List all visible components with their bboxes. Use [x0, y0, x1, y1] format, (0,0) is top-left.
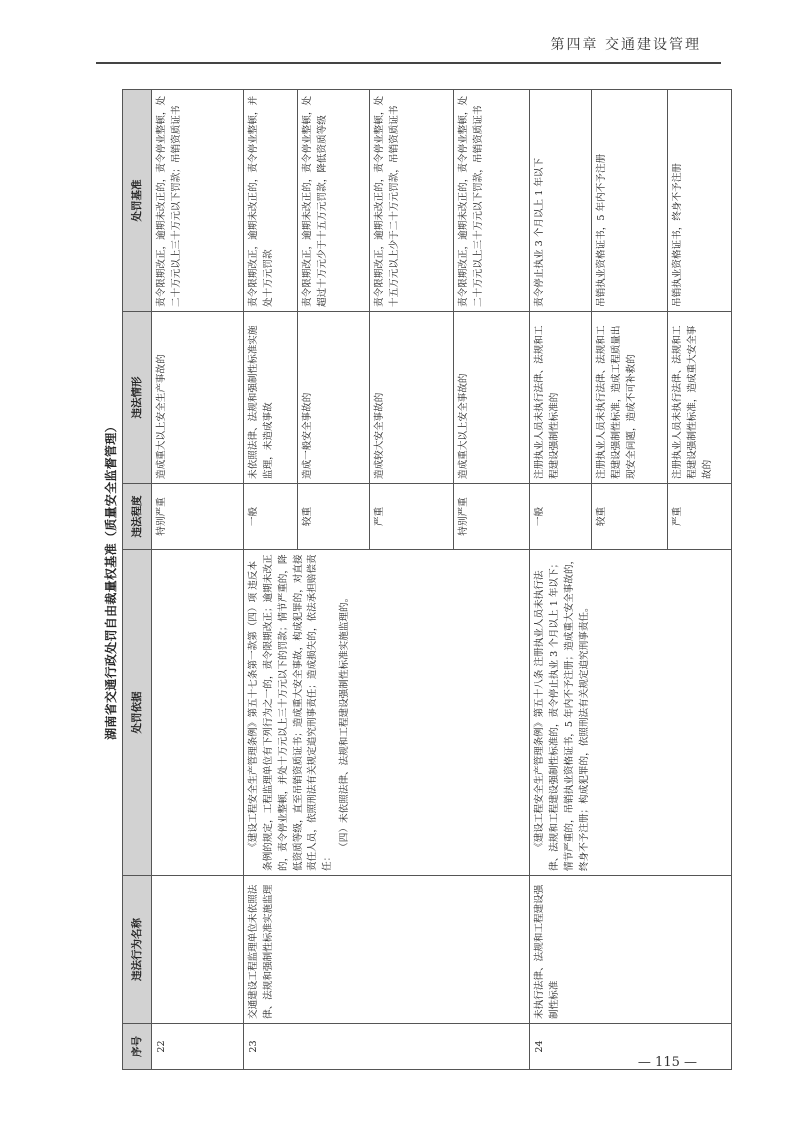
table-header-row — [123, 90, 152, 1070]
row-number: 24 — [530, 1024, 732, 1070]
row-number: 23 — [244, 1024, 530, 1070]
rotated-table-region — [100, 90, 713, 1070]
standard-cell: 责令停止执业 3 个月以上 1 年以下 — [530, 90, 592, 312]
col-header-name: 违法行为名称 — [123, 876, 152, 1024]
basis-paragraph: 《建设工程安全生产管理条例》第五十八条 注册执业人员未执行法律、法规和工程建设强制性标准的，责令停止执业 3 个月以上 1 年以下；情节严重的，吊销执业资格证书，5 年内不予注册；造成重大安全事故的，终身不予注册；构成犯罪的，依照刑法有关规定追究刑事责任。 — [534, 554, 590, 871]
situation-cell: 造成较大安全事故的 — [370, 312, 454, 484]
degree-cell: 较重 — [298, 484, 370, 550]
degree-cell: 一般 — [530, 484, 592, 550]
col-header-no: 序号 — [123, 1024, 152, 1070]
situation-cell: 注册执业人员未执行法律、法规和工程建设强制性标准，造成重大安全事故的 — [668, 312, 732, 484]
situation-cell: 造成重大以上安全生产事故的 — [152, 312, 244, 484]
col-header-situation: 违法情形 — [123, 312, 152, 484]
col-header-degree: 违法程度 — [123, 484, 152, 550]
table-title: 湖南省交通行政处罚自由裁量权基准（质量安全监督管理） — [104, 420, 118, 740]
penalty-basis-cell — [152, 550, 244, 876]
row-number: 22 — [152, 1024, 244, 1070]
penalty-basis-cell — [530, 550, 732, 876]
situation-cell: 造成重大以上安全事故的 — [454, 312, 530, 484]
table-row — [244, 90, 298, 1070]
situation-cell: 未依照法律、法规和强制性标准实施监理，未造成事故 — [244, 312, 298, 484]
degree-cell: 严重 — [370, 484, 454, 550]
table-row — [530, 90, 592, 1070]
standard-cell: 责令限期改正，逾期未改正的，责令停业整顿，处二十万元以上三十万元以下罚款；吊销资质证书 — [152, 90, 244, 312]
col-header-standard: 处罚基准 — [123, 90, 152, 312]
standard-cell: 吊销执业资格证书，5 年内不予注册 — [592, 90, 668, 312]
penalty-table — [122, 89, 732, 1070]
situation-cell: 注册执业人员未执行法律、法规和工程建设强制性标准的 — [530, 312, 592, 484]
penalty-basis-cell — [244, 550, 530, 876]
page-number: — 115 — — [637, 1055, 697, 1070]
standard-cell: 责令限期改正，逾期未改正的，责令停业整顿，处十五万元以上少于二十万元罚款，吊销资质证书 — [370, 90, 454, 312]
degree-cell: 严重 — [668, 484, 732, 550]
header-rule — [96, 62, 721, 64]
standard-cell: 责令限期改正，逾期未改正的，责令停业整顿，处超过十万元少于十五万元罚款，降低资质等级 — [298, 90, 370, 312]
degree-cell: 一般 — [244, 484, 298, 550]
basis-item: （四）未依照法律、法规和工程建设强制性标准实施监理的。 — [339, 592, 351, 852]
standard-cell: 吊销执业资格证书，终身不予注册 — [668, 90, 732, 312]
violation-name-cell — [152, 876, 244, 1024]
standard-cell: 责令限期改正，逾期未改正的，责令停业整顿，处二十万元以上三十万元以下罚款，吊销资质证书 — [454, 90, 530, 312]
table-row — [152, 90, 244, 1070]
standard-cell: 责令限期改正，逾期未改正的，责令停业整顿，并处十万元罚款 — [244, 90, 298, 312]
violation-name-cell: 未执行法律、法规和工程建设强制性标准 — [530, 876, 732, 1024]
degree-cell: 特别严重 — [152, 484, 244, 550]
situation-cell: 造成一般安全事故的 — [298, 312, 370, 484]
col-header-basis: 处罚依据 — [123, 550, 152, 876]
running-header: 第四章 交通建设管理 — [550, 37, 701, 53]
degree-cell: 特别严重 — [454, 484, 530, 550]
degree-cell: 较重 — [592, 484, 668, 550]
violation-name-cell: 交通建设工程监理单位未依照法律、法规和强制性标准实施监理 — [244, 876, 530, 1024]
basis-paragraph: 《建设工程安全生产管理条例》第五十七条第一款第（四）项 违反本条例的规定，工程监理单位有下列行为之一的，责令限期改正；逾期未改正的，责令停业整顿，并处十万元以上三十万元以下的罚款；情节严重的，降低资质等级，直至吊销资质证书；造成重大安全事故，构成犯罪的，对直接责任人员，依照刑法有关规定追究刑事责任；造成损失的，依法承担赔偿责任： — [248, 554, 334, 871]
situation-cell: 注册执业人员未执行法律、法规和工程建设强制性标准，造成工程质量出现安全问题，造成不可补救的 — [592, 312, 668, 484]
